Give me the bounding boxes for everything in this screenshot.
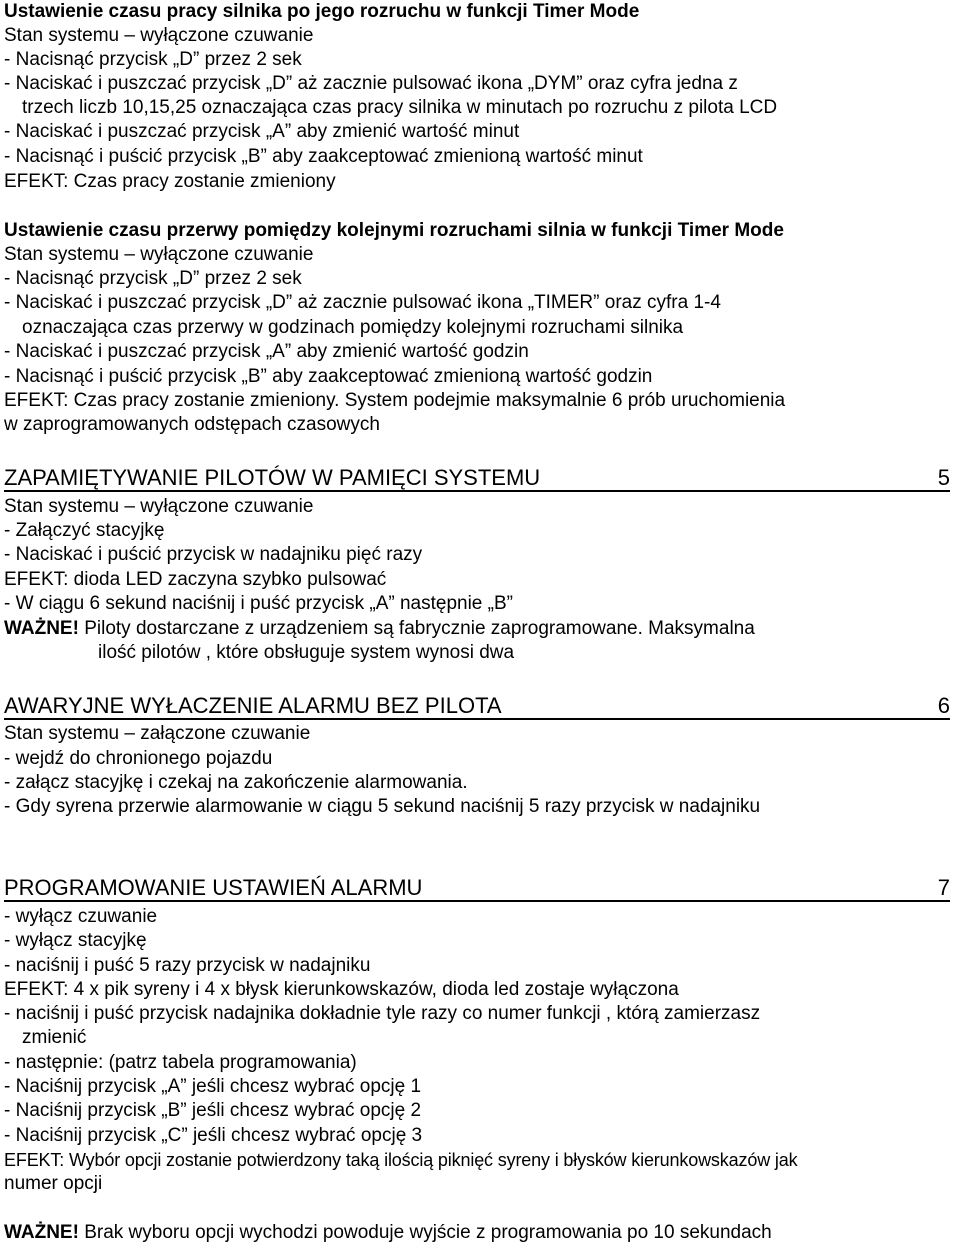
text-line: - wejdź do chronionego pojazdu <box>4 748 273 769</box>
section-number: 6 <box>937 693 950 718</box>
section-title-timer-work: Ustawienie czasu pracy silnika po jego rozruchu w funkcji Timer Mode <box>4 1 640 22</box>
text-line: - Nacisnąć przycisk „D” przez 2 sek <box>4 268 302 289</box>
section-number: 5 <box>937 465 950 490</box>
note-line <box>4 1221 772 1245</box>
text-line: w zaprogramowanych odstępach czasowych <box>4 414 380 435</box>
section-heading-title: AWARYJNE WYŁACZENIE ALARMU BEZ PILOTA <box>4 693 502 718</box>
text-line: - Załączyć stacyjkę <box>4 520 165 541</box>
text-line: - załącz stacyjkę i czekaj na zakończenie alarmowania. <box>4 772 468 793</box>
text-line: EFEKT: dioda LED zaczyna szybko pulsować <box>4 569 387 590</box>
text-line: - Nacisnąć przycisk „D” przez 2 sek <box>4 49 302 70</box>
text-line: - Naciśnij przycisk „B” jeśli chcesz wybrać opcję 2 <box>4 1100 422 1121</box>
section-heading-6 <box>4 694 950 720</box>
note-text: Brak wyboru opcji wychodzi powoduje wyjście z programowania po 10 sekundach <box>78 1222 772 1243</box>
text-line: - Naciśnij przycisk „A” jeśli chcesz wybrać opcję 1 <box>4 1076 422 1097</box>
text-line: Stan systemu – wyłączone czuwanie <box>4 496 314 517</box>
text-line: - W ciągu 6 sekund naciśnij i puść przycisk „A” następnie „B” <box>4 593 513 614</box>
text-line: EFEKT: Wybór opcji zostanie potwierdzony taką ilością piknięć syreny i błysków kierunkowskazów jak <box>4 1150 798 1170</box>
note-text: Piloty dostarczane z urządzeniem są fabrycznie zaprogramowane. Maksymalna <box>78 618 755 639</box>
text-line: - Naciskać i puszczać przycisk „D” aż zacznie pulsować ikona „DYM” oraz cyfra jedna z <box>4 73 738 94</box>
note-continuation: ilość pilotów , które obsługuje system wynosi dwa <box>98 642 515 663</box>
text-line: - Naciskać i puszczać przycisk „D” aż zacznie pulsować ikona „TIMER” oraz cyfra 1-4 <box>4 292 721 313</box>
text-line: - Naciskać i puszczać przycisk „A” aby zmienić wartość minut <box>4 121 520 142</box>
section-heading-7 <box>4 876 950 902</box>
section-heading-title: ZAPAMIĘTYWANIE PILOTÓW W PAMIĘCI SYSTEMU <box>4 465 541 490</box>
text-line: - Nacisnąć i puścić przycisk „B” aby zaakceptować zmienioną wartość minut <box>4 146 643 167</box>
section-title-timer-pause: Ustawienie czasu przerwy pomiędzy kolejnymi rozruchami silnia w funkcji Timer Mode <box>4 220 784 241</box>
note-line <box>4 617 755 641</box>
text-line: EFEKT: Czas pracy zostanie zmieniony. System podejmie maksymalnie 6 prób uruchomienia <box>4 390 786 411</box>
text-line: Stan systemu – wyłączone czuwanie <box>4 244 314 265</box>
text-line: zmienić <box>22 1027 87 1048</box>
text-line: Stan systemu – załączone czuwanie <box>4 723 311 744</box>
text-line: - Naciskać i puszczać przycisk „A” aby zmienić wartość godzin <box>4 341 529 362</box>
section-heading-5 <box>4 466 950 492</box>
text-line: - wyłącz czuwanie <box>4 906 158 927</box>
text-line: - następnie: (patrz tabela programowania) <box>4 1052 357 1073</box>
text-line: - wyłącz stacyjkę <box>4 930 147 951</box>
section-number: 7 <box>937 875 950 900</box>
text-line: oznaczająca czas przerwy w godzinach pomiędzy kolejnymi rozruchami silnika <box>22 317 684 338</box>
important-label: WAŻNE! <box>4 618 79 639</box>
text-line: EFEKT: Czas pracy zostanie zmieniony <box>4 171 336 192</box>
text-line: numer opcji <box>4 1173 103 1194</box>
text-line: Stan systemu – wyłączone czuwanie <box>4 25 314 46</box>
important-label: WAŻNE! <box>4 1222 79 1243</box>
section-heading-title: PROGRAMOWANIE USTAWIEŃ ALARMU <box>4 875 423 900</box>
text-line: - naciśnij i puść przycisk nadajnika dokładnie tyle razy co numer funkcji , którą zamierzasz <box>4 1003 761 1024</box>
text-line: - naciśnij i puść 5 razy przycisk w nadajniku <box>4 955 371 976</box>
text-line: EFEKT: 4 x pik syreny i 4 x błysk kierunkowskazów, dioda led zostaje wyłączona <box>4 979 679 1000</box>
text-line: trzech liczb 10,15,25 oznaczająca czas pracy silnika w minutach po rozruchu z pilota LCD <box>22 97 778 118</box>
text-line: - Naciskać i puścić przycisk w nadajniku pięć razy <box>4 544 423 565</box>
text-line: - Gdy syrena przerwie alarmowanie w ciągu 5 sekund naciśnij 5 razy przycisk w nadajniku <box>4 796 761 817</box>
text-line: - Nacisnąć i puścić przycisk „B” aby zaakceptować zmienioną wartość godzin <box>4 366 653 387</box>
text-line: - Naciśnij przycisk „C” jeśli chcesz wybrać opcję 3 <box>4 1125 423 1146</box>
